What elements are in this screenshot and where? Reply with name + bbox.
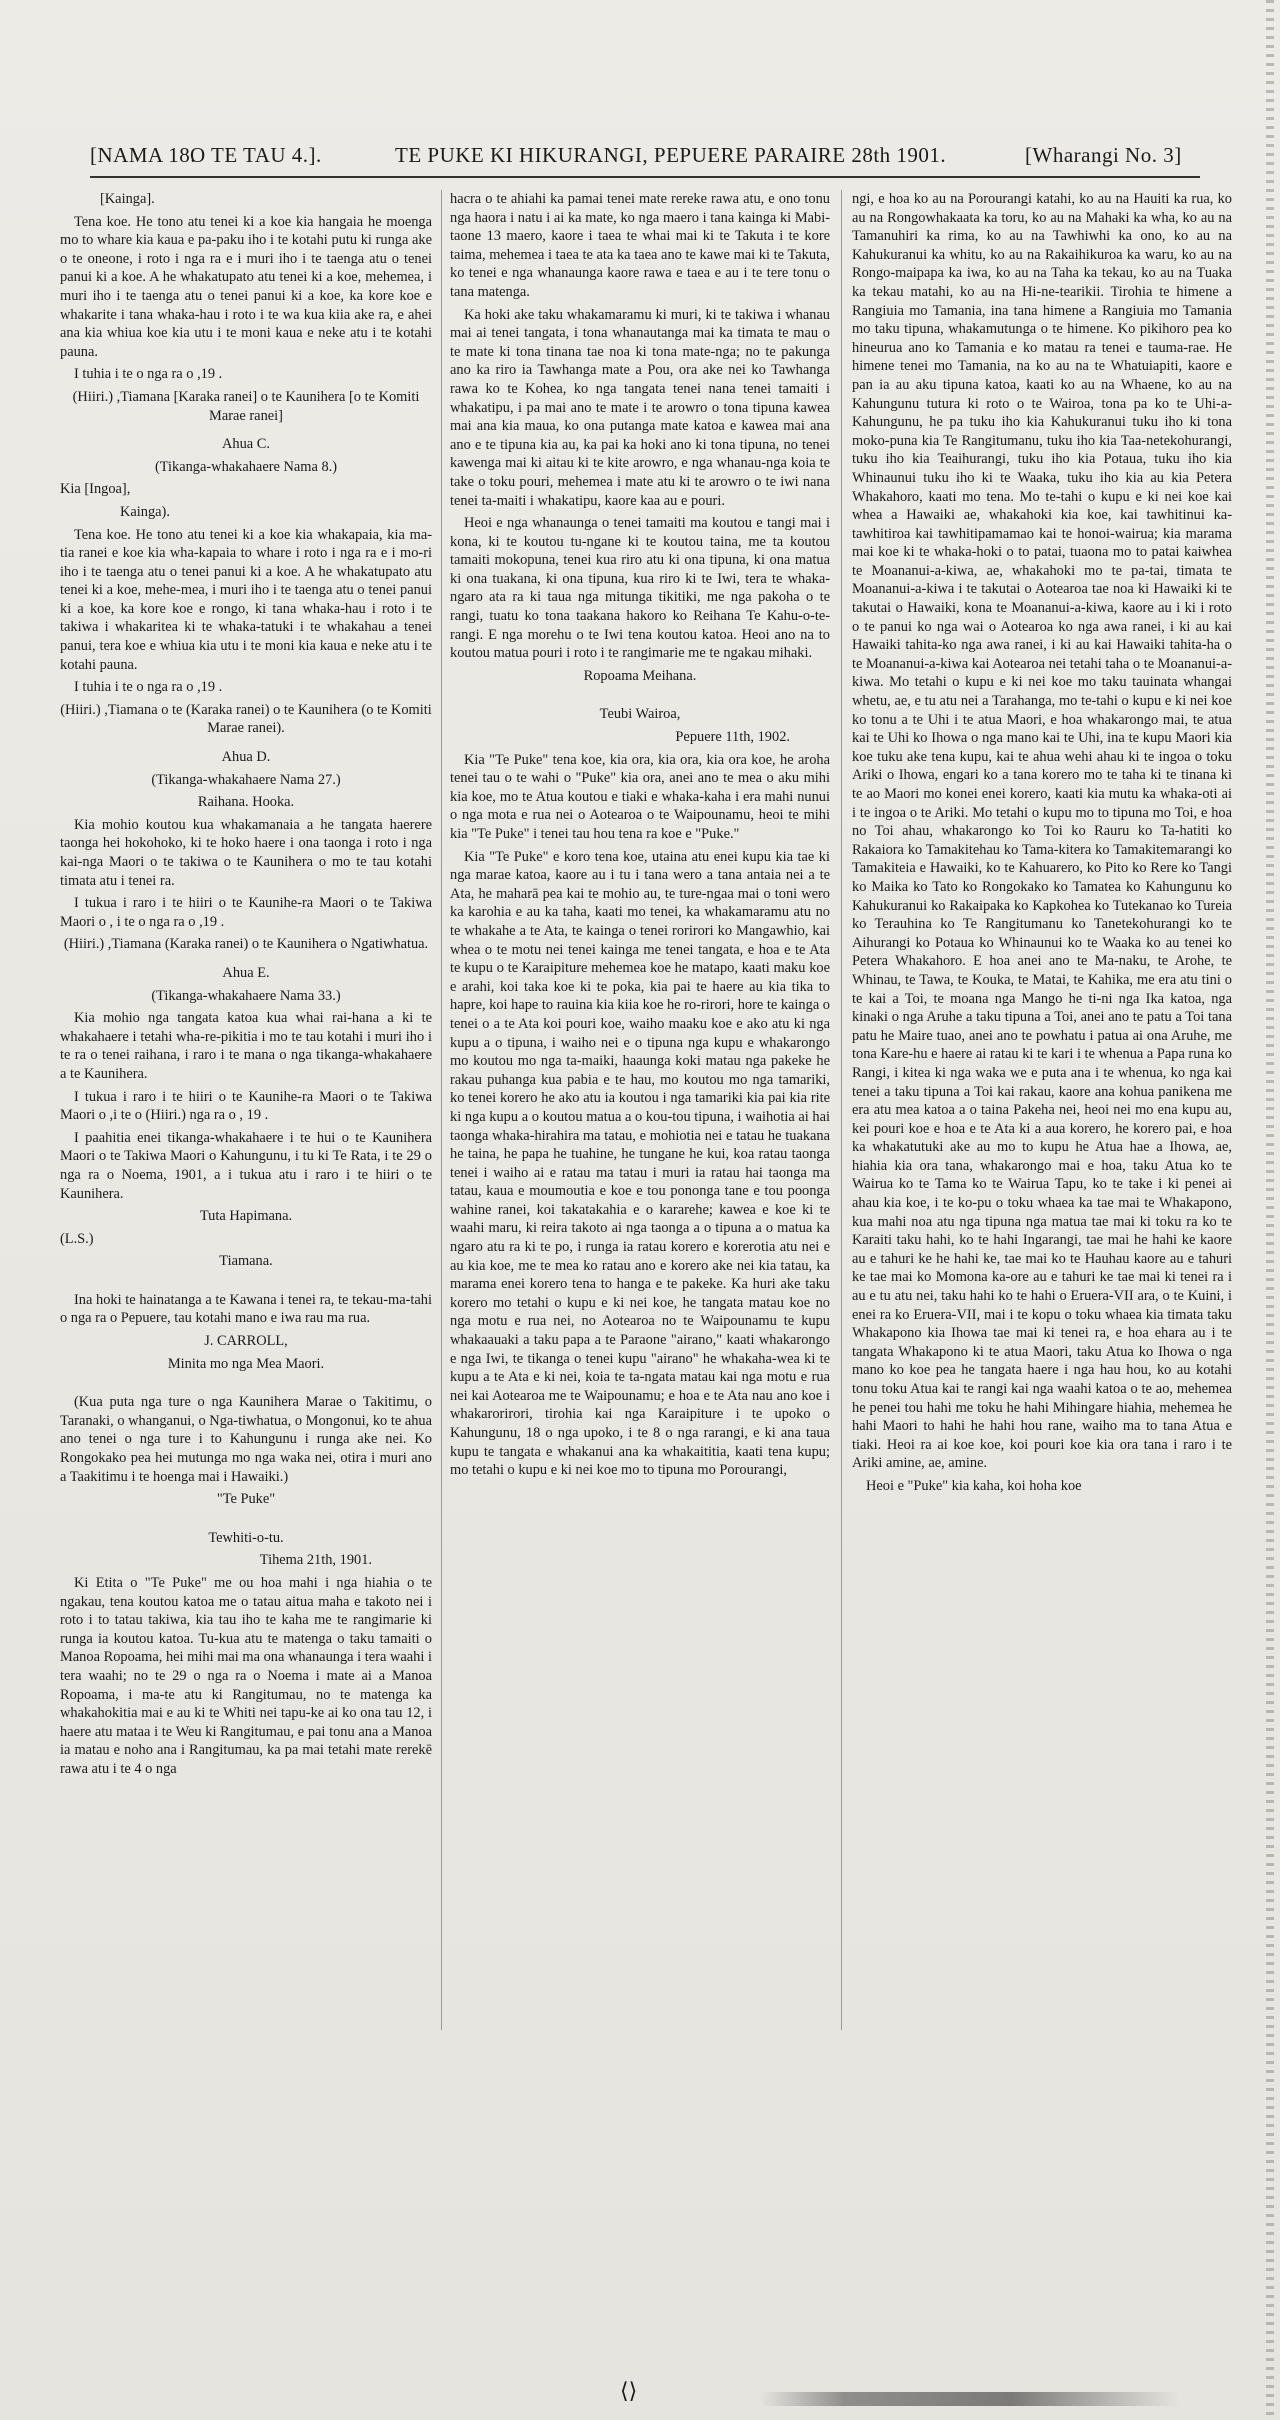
signatory-name: Tuta Hapimana. bbox=[199, 1208, 293, 1225]
masthead-title: TE PUKE KI HIKURANGI, PEPUERE PARAIRE 28th 1901. bbox=[395, 143, 947, 167]
column-2 bbox=[450, 190, 830, 1484]
letter-date: Pepuere 11th, 1902. bbox=[675, 729, 790, 746]
section-subheading: Raihana. Hooka. bbox=[197, 794, 295, 811]
paragraph: Tena koe. He tono atu tenei ki a koe kia whakapaia, kia ma-tia ranei e koe kia wha-kapaia to whare i roto i nga ra e i mo-ri iho i te taenga atu o tenei panui ki a koe. A he whakatupato atu tenei ki a koe, mehe-mea, i muri iho i te taenga atu o tenei panui ki a koe, ka kore koe e rongo, ki tana whaka-hau i roto i te takiwa i whakaritea ki te whaka-tatuki i te whakahau a tenei panui, tera koe e whiua kia utu i te moni kia kaua e neke atu i te kotahi pauna. bbox=[60, 526, 432, 673]
volume-label: O TE TAU 4.]. bbox=[190, 143, 322, 167]
letter-date: Tihema 21th, 1901. bbox=[259, 1552, 372, 1569]
signatory-name: Ropoama Meihana. bbox=[583, 667, 697, 684]
section-heading: Ahua E. bbox=[222, 964, 270, 981]
note-signature: "Te Puke" bbox=[216, 1491, 276, 1508]
paragraph: Kia [Ingoa], bbox=[60, 481, 131, 498]
page-number: [Wharangi No. 3] bbox=[1025, 143, 1182, 167]
paragraph: Heoi e "Puke" kia kaha, koi hoha koe bbox=[866, 1477, 1082, 1494]
paragraph: hacra o te ahiahi ka pamai tenei mate rereke rawa atu, e ono tonu nga haora i natu i ai ka mate, ko nga maero i tana kainga ki Mabi-taone 13 maero, kaore i taea te whai mai ki te Takuta i te kore taima, mehemea i taea te ata ka taea ano te kawe mai ki te Takuta, ko tenei e nga whanaunga kaore rawa e taea e au i te tere tonu o tana matenga. bbox=[450, 191, 830, 300]
paragraph: Ina hoki te hainatanga a te Kawana i tenei ra, te tekau-ma-tahi o nga ra o Pepuere, tau kotahi mano e iwa rau ma rua. bbox=[60, 1291, 432, 1327]
paragraph: Ki Etita o "Te Puke" me ou hoa mahi i nga hiahia o te ngakau, tena koutou katoa me o tatau aitua maha e takoto nei i roto i to tatau takiwa, kia tau iho te kaha me te rangimarie ki runga ia koutou katoa. Tu-kua atu te matenga o taku tamaiti o Manoa Ropoama, hei mihi mai ma ona whanaunga i tera waahi i tera waahi; no te 29 o nga ra o Noema i mate ai a Manoa Ropoama, i ma-te atu ki Rangitumau, no te matenga ka whakahokitia mai e au ki te Whiti nei tapu-ke ai ko ona tau 12, i haere atu mataa i te Weu ki Rangitumau, e pai tonu ana a Manoa ia matau e noho ana i Rangitumau, ka pa mai tetahi mate rerekē rawa atu i te 4 o nga bbox=[60, 1575, 432, 1777]
paragraph: Tena koe. He tono atu tenei ki a koe kia hangaia he moenga mo to whare kia kaua e pa-paku iho i te kotahi putu ki runga ake o te oneone, i roto i nga ra e i muri iho i te taenga atu o tenei panui ki a koe. A he whakatupato atu tenei ki a koe, mehemea, i muri iho i te taenga atu o tenei panui ki a koe, ka kore koe e whakarite i tana whaka-hau i roto i te wa kua kiia ake ra, e ahei ana kia whiua koe kia utu i te moni kaua e neke atu i te kotahi pauna. bbox=[60, 213, 432, 360]
paragraph: I tukua i raro i te hiiri o te Kaunihe-ra Maori o te Takiwa Maori o ,i te o (Hiiri.) nga ra o , 19 . bbox=[60, 1088, 432, 1124]
paragraph: Kia "Te Puke" tena koe, kia ora, kia ora, kia ora koe, he aroha tenei tau o te wahi o "Puke" kia ora, anei ano te mea o aku mihi kia koe, mo te Atua koutou e tiaki e whaka-kaha i era mahi nunui o nga mota e rua nei o Aotearoa o te Waipounamu, heoi te mihi kia "Te Puke" i tenei tau hou tena ra koe e "Puke." bbox=[450, 751, 830, 842]
paragraph: Kia "Te Puke" e koro tena koe, utaina atu enei kupu kia tae ki nga marae katoa, kaore au i tu i tana wero a tana antaia nei a te Ata, he maharā pea kai te mohio au, te ture-ngaa mai o toni wero ka karohia e au ka taha, kaati mo tenei, ka whakamaramu atu no te whakahe a te Ata, te kainga o tenei rorirori ko Mangawhio, kai whea o te motu nei tenei kainga me tenei tangata, e hoa e te Ata te kupu o te Karaipiture mehemea koe he matapo, kaati maku koe e arahi, koi taka koe ki te poka, kia pai te haere au kia tika to hapre, koi hape to rauina kia kiia koe he ro-rirori, hore te kainga o tenei o a te Ata koi pouri koe, waiho maaku koe e ako atu ki nga kupu a o tipuna, i waiho nei e o tipuna nga kupu e whakarongo mo koutou mo nga ta-maiki, haaunga koki matau nga pakeke he rakau puhanga kua pabia e te hau, mo koutou mo nga tamariki, ko tenei korero he ako atu ia koutou i nga tamariki kia pai kia rite ki nga kupu a o koutou matua a o kou-tou tipuna, i waihotia ai hai taonga whaka-hirahira ma tatau, e mohiotia nei e tatau he tuakana he taina, he papa he tuahine, he tungane he kui, koa ratau taonga tenei i waiho ai e ratau ma tatau i muri ia ratau hai taonga ma tatau, kaua e moumoutia e koe e tou pononga tane e tou poonga wahine ranei, koi takatakahia e o kararehe; kawea e koe ki te waahi maru, ki reira takoto ai nga taonga a o tipuna a o matua ka ngaro atu ra ki te po, i runga ia ratau korero e korerotia atu nei e au kia koe, me te mea ko ratau ano e korero ake nei kia tatau, ka marama enei korero tena to hanga e te pakeke. Ka huri ake taku korero mo tetahi o kupu e ki nei koe, he tangata matau koe no nga motu e rua nei, no Aotearoa no te Waipounamu te kupu whakaauaki a taku papa a te Paraone "airano," kaati whakarongo e nga Iwi, te tikanga o tenei kupu "airano" he whakaha-wea ki te kupu a te Ata e ki nei, koia te ta-ngata matau kai nga motu e rua nei kai Aotearoa me te Waipounamu; e hoa e te Ata nau ano koe i whakarorirori, tirohia kai nga Karaipiture i te upoko o Kahungunu, 18 o nga upoko, i te 8 o nga rarangi, e ki ana taua kupu te tangata e whakanui ana ka whakaititia, kaati tena kupu; mo tetahi o kupu e ki nei koe mo to tipuna mo Porourangi, bbox=[450, 848, 831, 1479]
column-divider bbox=[841, 190, 842, 2030]
ink-smudge bbox=[760, 2392, 1180, 2406]
signature-line: (Hiiri.) ,Tiamana [Karaka ranei] o te Kaunihera [o te Komiti Marae ranei] bbox=[72, 388, 420, 424]
paragraph: Heoi e nga whanaunga o tenei tamaiti ma koutou e tangi mai i kona, ki te koutou tu-ngane ki te koutou taina, me ta koutou tamaiti mokopuna, tenei kua riro atu ki ona tipuna, ki ona matua ki ona tuakana, ki ona tipuna, kua riro ki te Iwi, tera te whaka-ngaro ata ra ki taua nga mitunga tikitiki, me nga pakoha o te rangi, tuatu ko tona taakana hakoro ko Reihana Te Kahu-o-te-rangi. E nga morehu o te Iwi tena koutou katoa. Heoi ano na to koutou matua pouri i roto i te rangimarie me te ngakau mihaki. bbox=[450, 515, 830, 662]
signature-line: (Hiiri.) ,Tiamana (Karaka ranei) o te Kaunihera o Ngatiwhatua. bbox=[63, 936, 429, 953]
paragraph: Kia mohio koutou kua whakamanaia a he tangata haerere taonga hei hokohoko, ki te hoko haere i ona taonga i roto i nga kai-nga Maori o te takiwa o te Kaunihera o mo te tau kotahi timata atu i tenei ra. bbox=[60, 816, 432, 889]
column-1 bbox=[60, 190, 432, 1783]
paragraph: Kainga). bbox=[120, 503, 170, 520]
editorial-note: (Kua puta nga ture o nga Kaunihera Marae o Takitimu, o Taranaki, o whanganui, o Nga-tiwhatua, o Mongonui, ko te ahua ano tenei o nga ture i to Kahungunu i runga ake nei. Ko Rongokako pea hei mutunga mo nga waka nei, otira i muri ano a Taakitimu i te hoenga mai i Hawaiki.) bbox=[60, 1394, 432, 1485]
signature-line: (Hiiri.) ,Tiamana o te (Karaka ranei) o te Kaunihera (o te Komiti Marae ranei). bbox=[60, 701, 432, 737]
bracket-ornament: ⟨⟩ bbox=[620, 2378, 638, 2403]
signatory-name: J. CARROLL, bbox=[204, 1333, 288, 1350]
paragraph: [Kainga]. bbox=[100, 191, 155, 207]
page-header bbox=[90, 143, 1190, 167]
section-subheading: (Tikanga-whakahaere Nama 8.) bbox=[154, 458, 338, 475]
header-rule bbox=[90, 176, 1200, 178]
signatory-title: Tiamana. bbox=[219, 1253, 273, 1270]
seal-mark: (L.S.) bbox=[60, 1230, 94, 1247]
paragraph: ngi, e hoa ko au na Porourangi katahi, ko au na Hauiti ka rua, ko au na Rongowhakaata ka toru, ko au na Mahaki ka wha, ko au na Tamanuhiri ka rima, ko au na Tawhiwhi ka ono, ko au na Kahukuranui ka whitu, ko au na Rakaihikuroa ka waru, ko au na Rongo-maipapa ka iwa, ko au na Taha ka tekau, ko au na Tuaka ka tekau matahi, ko au na Hi-ne-tearikii. Tirohia te himene a Rangiuia mo Tamania, ina tana himene a Rangiuia mo Tamania mo taku tipuna, whakamutunga o te himene. Ko pikihoro pea ko hineurua ano ko Tamania e ko matau ra tenei e tauma-rae. He himene tenei mo Tamania, na ko au na te Whatuiapiti, kaore e pan ia au aku tipuna katoa, kaati ko au na Whaene, ko au na Kahungunu tutura ki roto o te Wairoa, tona pa ko te Uhi-a-Kahungunu, he pa tuku iho kia Kahukuranui tuku iho ki tona moko-puna kia Te Rangitumanu, tuku iho kia Taa-netekohurangi, tuku iho kia Teaihurangi, tuku iho kia Potaua, tuku iho kia Whinaunui tuku iho ki te Waaka, tuku iho kia au kia Petera Whakahoro, kaati mo tena. Mo te-tahi o kupu e ki nei koe kai whea a Hawaiki ae, whakahoki kia koe, kai tawhitinui ka-tawhitiroa kai tawhitipamamao kai te honoi-wairua; kia marama mai koe ki te whaka-hoki o to patai, tuaona mo to patai kaiwhea te Moananui-a-kiwa, ae, whakahoki mo te pa-tai, timata te Moananui-a-kiwa i te takutai o Aotearoa tae noa ki Hawaiki ki te takutai o Hawaiki, kona te Moananui-a-kiwa, kaore au i ki i roto o te panui ko nga wai o Aotearoa ko nga awa ranei, i ki au kai Hawaiki tahita-ko nga awa ranei, i ki au kai Hawaiki tahita-ha o te Moananui-a-kiwa kai Aotearoa nei tetahi taha o te Moananui-a-kiwa. Mo tetahi o kupu e ki nei koe mo taku tauinata whangai whetu, ae, e tu atu nei a Tarahanga, mo te-tahi o kupu e ki nei koe ko tonu a te Uhi i te atua Maori, e hoa whakarongo mai, te atua kai te Uhi ko Ihowa o nga mano kai te Uhi, ina te kupu Maori kia koe tuku ake tena kupu, kai te ahua wehi ahau ki te ingoa o toku Ariki o Ihowa, engari ko a tana korero mo te taha ki te tinana ki te ao Maori mo konei enei korero, kaati kia mutu ka whaka-oti ai i te ingoa o te Ariki. Mo tetahi o kupu mo to tipuna mo Toi, e hoa no Toi ahau, whakarongo ko Toi ko Rauru ko Ta-hatiti ko Rakaiora ko Tamakitehau ko Tama-kitera ko Tamakitemarangi ko Tamakiteia e Hawaiki, ko te Kahuarero, ko Pito ko Rere ko Tangi ko Maika ko Tato ko Rongokako ko Tamatea ko Kahungunu ko Kahukuranui ko Rakaipaka ko Kapkohea ko Tutekanao ko Tureia ko Terauhina ko Te Rangitumanu ko Tanetekohurangi ko te Aihurangi ko Potaua ko Whinaunui ko te Waaka ko au tenei ko Petera Whakahoro. E hoa anei ano te Ma-naku, te Arohe, te Whinau, te Tawa, te Kouka, te Matai, te Kahika, me era atu tini o te kai a Toi, te moana nga Mango he ti-ni nga Ika katoa, nga kinaki o nga Aruhe a taku tipuna a Toi, anei ano te patu a Toi tana patu he Maire tuao, anei ano te powhatu i patua ai ona Aruhe, me tona Kare-hu e haere ai ratau ki te kari i te whenua a Papa runa ko Rangi, i kitea ki nga waka we e puta ana i te whenua, ko nga kai tenei a taku tipuna a Toi kai rakau, kaore ana kohua panikena me era atu mea katoa a o taina Pakeha nei, heoi nei mo ena kupu au, kei pouri koe e hoa e te Ata ki a aua korero, he korero pai, e hoa ka whakatutuki ake au mo to kupu he Atua hae a Ihowa, ae, hiahia kia ora tana, whakarongo mai e hoa, taku Atua ko te Wairua ko te Tama ko te Wairua Tapu, ko te take i ki penei ai ahau kia koe, i te ko-pu o toku whaea ka tae mai te Whakapono, kua mahi noa atu nga tipuna nga matua tae mai ki toku ra ko te Karaiti taku hahi, ko te hahi Ingarangi, tae mai he hahi ke kaore au e tahuri ke he hahi ke, tae mai ko te Hauhau kaore au e tahuri ke tae mai ko Momona ka-ore au e tahuri ke tae mai ki tenei ra i au e tu atu nei, taku hahi ko te hahi o Eruera-VII ara, o te Kuini, i enei ra ko Eruera-VII, mai i te kopu o toku whaea kia timata taku Whakapono kia Ihowa tae mai ki tenei ra, e hoa ehara au i te tangata Whakapono ki te atua Maori, taku Atua ko Ihowa o nga mano ko koe pea he tangata haere i nga hau hou, ko au kotahi tonu toku Atua kai te rangi kai nga waahi katoa o te ao, mehemea he penei tou hahi me toku he hahi Mihingare hiahia, mehemea he hahi Maori to hahi he hahi hou rane, waiho ma to tana Atua e tiaki. Heoi ra ai koe koe, koi pouri koe kia ora tana i raro i te Ariki amine, ae, amine. bbox=[852, 191, 1232, 1472]
paragraph: Ka hoki ake taku whakamaramu ki muri, ki te takiwa i whanau mai ai tenei tangata, i tona whanautanga mai ka timata te mau o te mate ki tona tinana tae noa ki tona mate-nga; no te pakunga ano ka riro ia Tawhanga mate a Pou, ora ake nei ko Tawhanga rawa ko te Kohea, ko nga tangata tenei nana tenei tamaiti i whakatipu, i pa mai ano te mate i te arowro o tona tipuna kawea mai ana kia maua, ko ona putanga mate katoa e kawea mai ana ano e te tipuna kia au, ka pai ka hoki ano ki tona tipuna, no tenei kawenga mai ki aitau ki te kite arowro, e nga whanau-nga koia te take o toku pouri, mehemea i mate atu ki te arowro o te iwi nana tenei ta-maiti i whakatipu, kaore kaa au e pouri. bbox=[450, 306, 830, 509]
paragraph: I tukua i raro i te hiiri o te Kaunihe-ra Maori o te Takiwa Maori o , i te o nga ra o ,19 . bbox=[60, 895, 432, 930]
column-divider bbox=[441, 190, 442, 2030]
letter-heading: Teubi Wairoa, bbox=[599, 706, 681, 723]
column-3 bbox=[852, 190, 1232, 1500]
letter-heading: Tewhiti-o-tu. bbox=[208, 1529, 284, 1546]
paragraph: I paahitia enei tikanga-whakahaere i te hui o te Kaunihera Maori o te Takiwa Maori o Kahungunu, i tu ki Te Rata, i te 29 o nga ra o Noema, 1901, a i tukua atu i raro i te hiiri o te Kaunihera. bbox=[60, 1129, 432, 1202]
issue-number: [NAMA 18. bbox=[90, 143, 197, 167]
paragraph: Kia mohio nga tangata katoa kua whai rai-hana a ki te whakahaere i tetahi wha-re-pikitia i mo te tau kotahi i muri iho i te ra o tenei raihana, i raro i te mana o nga tikanga-whakahaere a te Kaunihera. bbox=[60, 1010, 432, 1082]
paragraph: I tuhia i te o nga ra o ,19 . bbox=[74, 366, 223, 383]
section-subheading: (Tikanga-whakahaere Nama 27.) bbox=[151, 771, 341, 788]
section-subheading: (Tikanga-whakahaere Nama 33.) bbox=[151, 987, 341, 1004]
section-heading: Ahua D. bbox=[221, 749, 271, 766]
page-edge bbox=[1266, 0, 1274, 2420]
signatory-title: Minita mo nga Mea Maori. bbox=[167, 1355, 325, 1372]
section-heading: Ahua C. bbox=[222, 436, 270, 453]
paragraph: I tuhia i te o nga ra o ,19 . bbox=[74, 679, 223, 696]
